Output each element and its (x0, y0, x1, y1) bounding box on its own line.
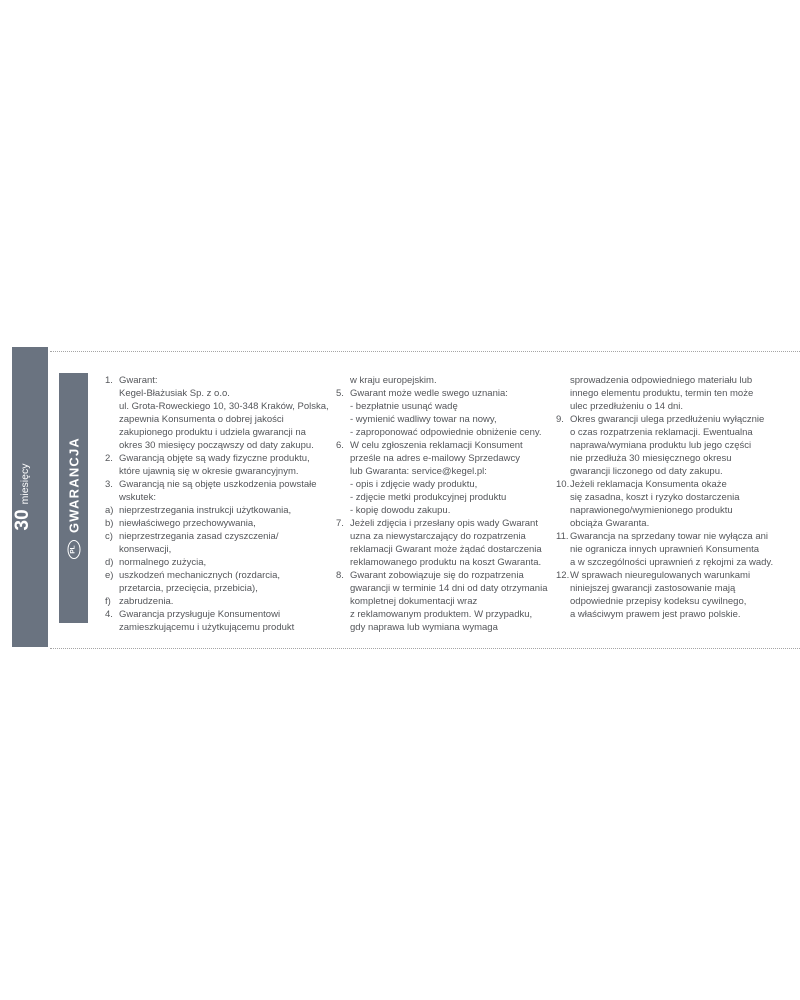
line-text: obciąża Gwaranta. (570, 518, 650, 529)
line-text: reklamacji Gwarant może żądać dostarczenia (350, 544, 542, 555)
text-line (556, 387, 798, 400)
line-text: Gwarant może wedle swego uznania: (350, 388, 508, 399)
text-line (105, 530, 335, 543)
text-line (336, 556, 564, 569)
text-line (336, 374, 564, 387)
text-line (105, 413, 335, 426)
line-text: naprawionego/wymienionego produktu (570, 505, 733, 516)
line-marker: a) (105, 505, 114, 516)
text-line (336, 491, 564, 504)
months-badge (12, 347, 48, 647)
text-line (336, 452, 564, 465)
line-text: Gwarancją nie są objęte uszkodzenia powstałe (119, 479, 317, 490)
line-marker: e) (105, 570, 114, 581)
line-text: gwarancji w terminie 14 dni od daty otrzymania (350, 583, 548, 594)
line-text: a właściwym prawem jest prawo polskie. (570, 609, 741, 620)
text-line (105, 478, 335, 491)
line-marker: 10. (556, 479, 570, 490)
text-line (336, 621, 564, 634)
line-text: nieprzestrzegania instrukcji użytkowania, (119, 505, 292, 516)
text-line (556, 439, 798, 452)
line-marker: 3. (105, 479, 113, 490)
line-text: się zasadna, koszt i ryzyko dostarczenia (570, 492, 740, 503)
line-text: Jeżeli zdjęcia i przesłany opis wady Gwarant (350, 518, 538, 529)
line-text: zapewnia Konsumenta o dobrej jakości (119, 414, 284, 425)
text-line (556, 582, 798, 595)
text-line (556, 374, 798, 387)
text-line (556, 426, 798, 439)
months-value: 30 (12, 509, 33, 531)
text-line (105, 439, 335, 452)
line-marker: 12. (556, 570, 570, 581)
months-unit: miesięcy (19, 463, 31, 505)
line-text: nieprzestrzegania zasad czyszczenia/ (119, 531, 279, 542)
text-line (105, 504, 335, 517)
text-line (556, 556, 798, 569)
text-line (556, 413, 798, 426)
line-text: - opis i zdjęcie wady produktu, (350, 479, 478, 490)
line-marker: f) (105, 596, 111, 607)
text-line (556, 517, 798, 530)
text-line (105, 595, 335, 608)
text-line (105, 556, 335, 569)
text-line (556, 569, 798, 582)
text-line (336, 400, 564, 413)
line-text: odpowiednie przepisy kodeksu cywilnego, (570, 596, 747, 607)
line-marker: 8. (336, 570, 344, 581)
line-text: Gwarancja przysługuje Konsumentowi (119, 609, 281, 620)
line-marker: 2. (105, 453, 113, 464)
line-text: przetarcia, przecięcia, przebicia), (119, 583, 258, 594)
text-line (105, 465, 335, 478)
text-line (556, 491, 798, 504)
pl-country-oval-icon (67, 540, 80, 559)
line-text: które ujawnią się w okresie gwarancyjnym. (119, 466, 299, 477)
line-text: Kegel-Błażusiak Sp. z o.o. (119, 388, 230, 399)
line-text: Okres gwarancji ulega przedłużeniu wyłącznie (570, 414, 765, 425)
line-text: nie ogranicza innych uprawnień Konsumenta (570, 544, 760, 555)
text-line (336, 608, 564, 621)
line-text: - kopię dowodu zakupu. (350, 505, 451, 516)
top-dotted-divider (50, 351, 800, 352)
months-badge-bar (12, 347, 48, 647)
text-line (556, 543, 798, 556)
text-line (336, 595, 564, 608)
line-marker: 5. (336, 388, 344, 399)
text-line (105, 608, 335, 621)
line-text: o czas rozpatrzenia reklamacji. Ewentualna (570, 427, 753, 438)
text-line (105, 543, 335, 556)
warranty-column-1 (105, 374, 335, 634)
text-line (556, 504, 798, 517)
line-marker: 6. (336, 440, 344, 451)
line-marker: 11. (556, 531, 569, 542)
text-line (336, 465, 564, 478)
line-text: Gwarancja na sprzedany towar nie wyłącza ani (570, 531, 769, 542)
text-line (336, 530, 564, 543)
line-text: uszkodzeń mechanicznych (rozdarcia, (119, 570, 281, 581)
line-marker: 7. (336, 518, 344, 529)
text-line (556, 478, 798, 491)
line-text: z reklamowanym produktem. W przypadku, (350, 609, 533, 620)
line-text: - zaproponować odpowiednie obniżenie ceny. (350, 427, 542, 438)
line-text: ulec przedłużeniu o 14 dni. (570, 401, 684, 412)
text-line (105, 387, 335, 400)
line-text: okres 30 miesięcy począwszy od daty zakupu. (119, 440, 314, 451)
text-line (336, 387, 564, 400)
bottom-dotted-divider (50, 648, 800, 649)
line-text: konserwacji, (119, 544, 172, 555)
warranty-title-group (59, 373, 88, 623)
text-line (336, 478, 564, 491)
text-line (336, 517, 564, 530)
line-marker: 4. (105, 609, 113, 620)
line-text: sprowadzenia odpowiedniego materiału lub (570, 375, 753, 386)
line-text: zabrudzenia. (119, 596, 174, 607)
line-text: Gwarant: (119, 375, 158, 386)
warranty-title: GWARANCJA (66, 436, 81, 534)
line-text: Gwarancją objęte są wady fizyczne produktu, (119, 453, 310, 464)
text-line (105, 491, 335, 504)
text-line (336, 504, 564, 517)
line-text: wskutek: (119, 492, 156, 503)
line-marker: d) (105, 557, 114, 568)
line-text: nie przedłuża 30 miesięcznego okresu (570, 453, 732, 464)
line-text: reklamowanego produktu na koszt Gwaranta. (350, 557, 542, 568)
warranty-column-2 (336, 374, 564, 634)
text-line (336, 582, 564, 595)
line-text: W celu zgłoszenia reklamacji Konsument (350, 440, 523, 451)
line-text: prześle na adres e-mailowy Sprzedawcy (350, 453, 521, 464)
line-text: a w szczególności uprawnień z rękojmi za wady. (570, 557, 774, 568)
text-line (336, 413, 564, 426)
line-text: uzna za niewystarczający do rozpatrzenia (350, 531, 526, 542)
text-line (556, 400, 798, 413)
line-text: niewłaściwego przechowywania, (119, 518, 256, 529)
text-line (556, 465, 798, 478)
text-line (105, 582, 335, 595)
warranty-column-3 (556, 374, 798, 621)
text-line (105, 374, 335, 387)
line-text: zakupionego produktu i udziela gwarancji na (119, 427, 306, 438)
text-line (105, 426, 335, 439)
text-line (556, 452, 798, 465)
text-line (556, 530, 798, 543)
line-text: niniejszej gwarancji zastosowanie mają (570, 583, 736, 594)
text-line (556, 595, 798, 608)
line-marker: c) (105, 531, 113, 542)
line-text: gdy naprawa lub wymiana wymaga (350, 622, 498, 633)
text-line (336, 426, 564, 439)
line-text: Jeżeli reklamacja Konsumenta okaże (570, 479, 727, 490)
line-text: - bezpłatnie usunąć wadę (350, 401, 458, 412)
country-code: PL (69, 545, 77, 554)
line-marker: 9. (556, 414, 564, 425)
text-line (336, 543, 564, 556)
line-text: - wymienić wadliwy towar na nowy, (350, 414, 497, 425)
line-marker: 1. (105, 375, 113, 386)
line-marker: b) (105, 518, 114, 529)
line-text: ul. Grota-Roweckiego 10, 30-348 Kraków, Polska, (119, 401, 329, 412)
line-text: Gwarant zobowiązuje się do rozpatrzenia (350, 570, 524, 581)
text-line (105, 621, 335, 634)
line-text: gwarancji liczonego od daty zakupu. (570, 466, 723, 477)
text-line (105, 452, 335, 465)
text-line (105, 569, 335, 582)
text-line (105, 400, 335, 413)
line-text: kompletnej dokumentacji wraz (350, 596, 478, 607)
warranty-title-bar (59, 373, 88, 623)
line-text: - zdjęcie metki produkcyjnej produktu (350, 492, 507, 503)
text-line (556, 608, 798, 621)
text-line (336, 439, 564, 452)
text-line (336, 569, 564, 582)
line-text: zamieszkującemu i użytkującemu produkt (119, 622, 295, 633)
line-text: lub Gwaranta: service@kegel.pl: (350, 466, 487, 477)
line-text: normalnego zużycia, (119, 557, 207, 568)
line-text: naprawa/wymiana produktu lub jego części (570, 440, 752, 451)
line-text: W sprawach nieuregulowanych warunkami (570, 570, 751, 581)
line-text: innego elementu produktu, termin ten może (570, 388, 754, 399)
line-text: w kraju europejskim. (350, 375, 437, 386)
text-line (105, 517, 335, 530)
